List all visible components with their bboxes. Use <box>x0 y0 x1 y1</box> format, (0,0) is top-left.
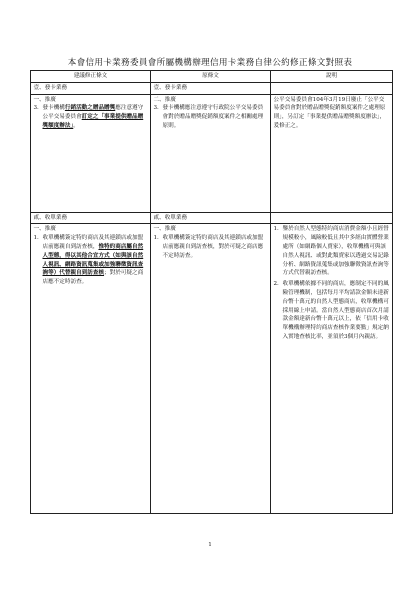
section2-proposed-sub: 一、推廣 <box>33 226 56 233</box>
section1-proposed-text <box>43 104 148 130</box>
section2-proposed-text <box>43 234 148 287</box>
section2-original-num: 1. <box>153 235 159 242</box>
section1-original-sub: 二、推廣 <box>153 96 176 103</box>
section2-explanation-heading <box>271 212 393 224</box>
section2-explanation-item-1 <box>274 225 390 278</box>
section1-proposed-sub: 一、推廣 <box>33 96 56 103</box>
section1-original-num: 3. <box>153 105 159 112</box>
comparison-table <box>30 70 393 514</box>
section1-proposed-heading: 壹、發卡業務 <box>31 82 151 94</box>
section1-body-row <box>31 94 393 212</box>
table-header-row <box>31 71 393 83</box>
text-run-bold: 惟特約商店屬自然人型態，得以其他合宜方式（如與該自然人視訊、網路資訊蒐集或加強聯徵資訊查詢等）代替親自到訪查核 <box>42 243 144 277</box>
header-proposed: 建議修正條文 <box>31 71 151 83</box>
section2-proposed-num: 1. <box>33 235 39 242</box>
header-explanation: 說明 <box>271 71 393 83</box>
section2-explanation-cell <box>271 224 393 514</box>
page-number: 1 <box>208 542 212 548</box>
section1-original-heading: 壹、發卡業務 <box>151 82 271 94</box>
text-run: 發卡機構 <box>42 105 65 112</box>
section1-explanation-text: 公平交易委員會104年3月19日廢止「公平交易委員會對於贈品贈獎促銷額度案件之處理原則」，另訂定「事業提供贈品贈獎額度辦法」，爰修正之。 <box>273 96 386 129</box>
section2-proposed-heading: 貳、收單業務 <box>31 212 151 224</box>
section2-original-heading: 貳、收單業務 <box>151 212 271 224</box>
section2-body-row <box>31 224 393 514</box>
explanation-num: 2. <box>273 281 279 288</box>
section1-original-cell <box>151 94 271 212</box>
section1-explanation-cell <box>271 94 393 212</box>
text-run: 。 <box>73 122 79 129</box>
text-run: 應注意遵守公平交易委員會 <box>42 105 144 121</box>
header-original: 原條文 <box>151 71 271 83</box>
text-run-bold: 行銷活動之贈品贈獎 <box>64 105 116 112</box>
section1-explanation-heading <box>271 82 393 94</box>
explanation-text: 鑒於自然人型態特約商店消費金額小且經營規模較小，風險較低且其中多經由實體營業處所（如網路個人賣家），收單機構可與該自然人視訊、或對此類賣家以透過交易記錄分析、網路資訊蒐集或加強聯徵資訊查詢等方式代替親訪查核。 <box>282 226 389 277</box>
section2-original-text: 收單機構簽定特約商店及其連鎖店或加盟店前應親自到訪查核，對於可疑之商店應不定時訪查。 <box>162 235 264 259</box>
text-run-bold: 訂定之「事業提供贈品贈獎額度辦法」 <box>42 114 144 129</box>
section2-original-sub: 一、推廣 <box>153 226 176 233</box>
section1-proposed-num: 3. <box>33 105 39 112</box>
document-title: 本會信用卡業務委員會所屬機構辦理信用卡業務自律公約修正條文對照表 <box>67 58 353 68</box>
explanation-text: 收單機構依據不同的商店，應制定不同的風險管理機制，包括每月平均請款金額未達新台幣十萬元的自然人型態商店，收單機構可採用線上申請。當自然人型態商店首次月請款金額達新台幣十萬元以上，依「信用卡收單機構辦理特約商店查核作業要點」規定納入實地查核比率，並須於3個月內親訪。 <box>282 281 389 340</box>
section2-explanation-item-2 <box>274 280 390 342</box>
section1-original-text: 發卡機構應注意遵守行政院公平交易委員會對於贈品贈獎促銷額度案件之相關處理原則。 <box>162 105 264 129</box>
text-run: 收單機構簽定特約商店及其連鎖店或加盟店前應親自到訪查核， <box>42 235 144 250</box>
section2-heading-row <box>31 212 393 224</box>
explanation-num: 1. <box>273 226 279 233</box>
section1-proposed-cell <box>31 94 151 212</box>
section1-heading-row <box>31 82 393 94</box>
text-run: ；對於可疑之商店應不定時訪查。 <box>42 270 144 286</box>
section2-original-cell <box>151 224 271 514</box>
section2-proposed-cell <box>31 224 151 514</box>
